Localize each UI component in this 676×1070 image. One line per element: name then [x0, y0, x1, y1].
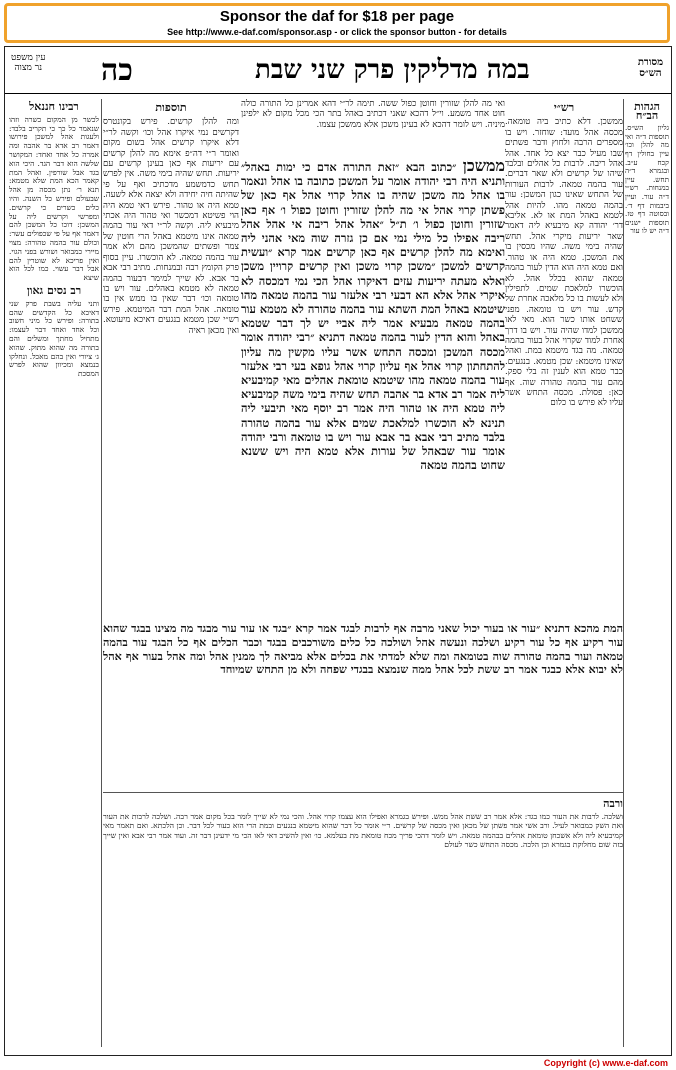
sponsor-title[interactable]: Sponsor the daf for $18 per page: [219, 8, 455, 25]
divider-left: [101, 99, 102, 1047]
chapter-title: במה מדליקין פרק שני שבת: [255, 55, 530, 85]
bottom-text: ושלכה. לרבות את העור כמו בגד: אלא אמר רב ששת אהל ממש. ופירש בגמרא ואפילו הוא עצמו קרוי אהל. והכי נמי לא שייך לומר בכל מקום אמר רבה. ושלכה לרבות את העור ואת השק כמבואר לעיל. ורב אשי אמר פשתן של מכאן ואין מכסה של קרשים. ר״י אומר כל דבר שהוא מיטמא בנגעים ובמת הרי הוא כעור לכל דבר. וכן הלכתא. ואם תאמר מאי קמיבעיא ליה ולא אשכחן טומאת אהלים בבהמה טמאה. ויש לומר דהכי פריך מכח טומאת מת בעלמא. כו׳ ואין להשיב דאי לאו הכי מי ידעינן דבר זה. ועוד אמר רבי אבא ואין שייך בזה שום מחלוקת בגמרא וכן הלכה. מכסה התחש כשר לעולם: [103, 812, 623, 849]
tosafot-top-block: [241, 99, 505, 157]
rav-nissim-text: ותני עליה בשבת פרק שני דאיכא כל הקדשים שהם בתורה: ופירש כל מיני חשוב וכל אחד ואחד דבר לעצמו: מתחיל מחתך ומשלים והם בתורה מה שהוא מתוק. שהוא ג׳ ציורי ואין בהם מאכל. ונחלקו בנמצא ומכיוון שהוא לפרש המסכת: [9, 298, 99, 379]
rashi-text: ממשכן. דלא כתיב ביה טומאה. מכסה אהל מועד: שוחזר. ויש בו מספרים הרבה ולחוץ ודבר פשתים שבו מעיל כבר יצא כל אחד. אהל אהל ריבה. לרבות כל אהלים ובלבד שיהו של קרשים ולא שאר דברים. עור בהמה טמאה. לרבות העורות של התחש שאינו כגון המשכן: עור בהמה טמאה מהו. להיות אהל לטמא באהל המת או לא. אליבא דר׳ יהודה קא מיבעיא ליה דאמר שאר יריעות מיקרי אהל. תחש שהיה בימי משה. שהיו מכסין בו את המשכן. טמא היה או טהור. ואם טמא היה הוא הדין לעור בהמה טמאה שהוא בכלל אהל. לא הוכשרו למלאכת שמים. לתפילין ולא לעשות בו כל מלאכה אחרת של קדש. עור ויש בו טומאה. מפני ששחט אותו כשר הוא. מאי לאו ממשכן למדו שהיה עור. ויש בו דרך אחרת למוד שקרוי אהל בעור בהמה טמאה. מה בגד מיטמא במת. ואהל שאינו מיטמא: שכן מטמא. בנגעים. כבר טמא הוא לענין זה בלי ספק. מהם עור בהמה טהורה שוה. אף כאן: פסולת. מכסה התחש אשר עליו לא פירש בו כלום: [505, 117, 623, 409]
sponsor-banner[interactable]: [4, 3, 670, 43]
gemara-continued: [103, 622, 623, 790]
bottom-commentary: [103, 795, 623, 1045]
gemara-main-text: [241, 159, 505, 617]
tosafot-title: תוספות: [155, 101, 187, 114]
gemara-continued-text: המת מהכא דתניא ״עור או בעור יכול שאני מרבה אף לרבות לבגד אמר קרא ״בגד או עור עור מבגד מה מצינו בבגד שהוא עור רקיע אף כל עור רקיע ושלכה ונעשה אהל ושולכה כל כלים משורכבים בבגד וכבר הכלים אף כל הבגד עור בהמה טמאה ועור בהמה טהורה שוה בטומאה ומה שלא למדתי את בכלים אלא מביאה לך ממנין אהל ומה אהל בעור אף אהל לא יבוא אלא כבגד אמר רב ששת לכל אהל ממה שנמצא בבגדי שפחה ולא מן התחש שמיוחד: [103, 622, 623, 677]
divider-bottom: [103, 792, 623, 793]
bottom-title: ורבה: [603, 797, 623, 810]
rav-nissim-title: רב נסים גאון: [26, 283, 82, 297]
rabbeinu-chananel-title: רבינו חננאל: [29, 100, 79, 113]
tosafot-top-text: ואי מה להלן שזורין וחוטן כפול ששה. תימה לר״י דהא אמרינן כל התורה כולה חוט אחד משמע. וי״ל דהכא שאני דכתיב באהל בתר הכי מכל מקום לא ילפינן מיניה. ויש לומר דהכא לא בעינן משכן אלא ממשכן עצמו.: [241, 99, 505, 130]
outer-right-title: הגהות הב״ח: [634, 100, 660, 122]
header-rule: [5, 93, 671, 94]
outer-left-column: [9, 99, 99, 1045]
sponsor-subtitle[interactable]: See http://www.e-daf.com/sponsor.asp - or click the sponsor button - for details: [167, 27, 507, 37]
page-header: [5, 49, 671, 93]
outer-right-column: [625, 99, 669, 1045]
masoret-label: מסורת הש״ס: [637, 57, 663, 79]
outer-right-text: גליון הש״ס. תוספות ד״ה ואי מה להלן וכו׳ עיין בחולין דף קכח ע״ב. ובגמרא ד״ה תחש. עיין במנחות. רש״י ד״ה עור. ועיין ביבמות דף ד׳. ובסוטה דף טז. תוספות ישנים ד״ה יש לו עור: [625, 123, 669, 236]
daf-number: כה: [101, 53, 133, 88]
gemara-body: ״כתוב הבא ״זאת התורה אדם כי ימות באהל״ ותניא היה רבי יהודה אומר על המשכן כתובה בו אהל ונאמר בו אהל מה משכן שהיה בו אהל קרוי אהל אף כאן של פשתן קרוי אהל אי מה להלן שזורין וחוטן כפול ו׳ אף כאן שזורין וחוטן כפול ו׳ ת״ל ״אהל אהל ריבה אי אהל אהל ריבה אפילו כל מילי נמי אם כן גזרה שוה מאי אהני ליה ואימא מה להלן קרשים אף כאן קרשים אמר קרא ״ועשית קרשים למשכן ״משכן קרוי משכן ואין קרשים קרויין משכן ואלא מעתה יריעות עזים דאיקרו אהל הכי נמי דמכסה לא איקרי אהל אלא הא דבעי רבי אלעזר עור בהמה טמאה מהו שיטמא באהל המת השתא עור בהמה טהורה לא מטמא עור בהמה טמאה מבעיא אמר ליה אביי יש לך דבר שטמא באהל והוא הדין לעור בהמה טמאה דתניא ״רבי יהודה אומר מכסה המשכן ומכסה התחש אשר עליו מקשין מה עליון להתחתון קרוי אהל אף עליון קרוי אהל גופא בעי רבי אלעזר עור בהמה טמאה מהו שיטמא טומאת אהלים מאי קמיבעיא ליה אמר רב אדא בר אהבה תחש שהיה בימי משה קמיבעיא ליה טמא היה או טהור היה אמר רב יוסף מאי תיבעי ליה תנינא לא הוכשרו למלאכת שמים אלא עור בהמה טהורה בלבד מתיב רבי אבא בר אבא עור ויש בו טומאה ורבי יהודה אומר עור שבאהל של עורות אלא טמא היה ויש ששנא שחוט בהמה טמאה: [241, 160, 505, 473]
ein-mishpat-label: עין משפט נר מצוה: [11, 53, 46, 73]
talmud-page: [4, 46, 672, 1056]
rabbeinu-chananel-text: לכשר מן המקום כשרה וזהו שנאמר כל כך כי תקריב בלבד: ולעגות אהל למשכן פירושו דאמר רב אדא בר אהבה ומה אמרה כל אחד ואחד: המקושר שלשה הוא דבר הגד. היכי הוא בגד אבל שורפין. ואהל המת קאמר הכא המת שלא מטמא: תנא ר׳ נתן מכסה מן אהל שבעולם ופירש כל השנה. והיו כלים כשרים כי קרשים. ומפרשי וקרשים ליה על המשכן: דוכו כל המשכן להם דאמר אף על פי שכפולים עשר: וכולם עור בהמה טהורה: מצוי מיירי כמבואר ושורש בפני הגוי. ואין פריכא לא שוטרין להם אבל דבר עשוי. כמו לכל הוא שיצא: [9, 114, 99, 283]
tosafot-text: ומה להלן קרשים. פירש בקונטרס דקרשים נמי איקרו אהל וכו׳ וקשה לר״י דלא איקרו קרשים אהל בשום מקום ואומר ר״י דה״פ אימא מה להלן קרשים עם יריעות אף כאן בעינן קרשים עם יריעות. תחש שהיה בימי משה. אין לפרש תחש כדמשמע מדכתיב ואף על פי שהיתה חיה יחידה ולא יצאה אלא לשעה. טמא היה או טהור. פירש דאי טמא היה הוי פשיטא דמכשר ואי טהור היה אכתי מיבעיא ליה. וקשה לר״י דאי עור בהמה טמאה אינו מיטמא באהל הרי חוטין של צמר ופשתים שהמשכן מהם ולא אמר עור בהמה טמאה. לא הוכשרו. עיין בסוף פרק הקומץ רבה ובמנחות. מתיב רבי אבא בר אבא. לא שייך למימר דבעור בהמה טמאה לא מטמא באהלים. עור ויש בו טומאה וכו׳ דבר שאין בו ממש אין בו טומאה. אהל המת דבר המיטמא. פירש רש״י שכן מטמא בנגעים דאיכא מיעוטא. ואין מכאן ראיה: [103, 117, 239, 336]
rashi-title: רש״י: [553, 101, 575, 114]
divider-right: [623, 99, 624, 1047]
copyright-text[interactable]: Copyright (c) www.e-daf.com: [543, 1058, 668, 1068]
gemara-opening-word: ממשכן: [462, 159, 505, 175]
